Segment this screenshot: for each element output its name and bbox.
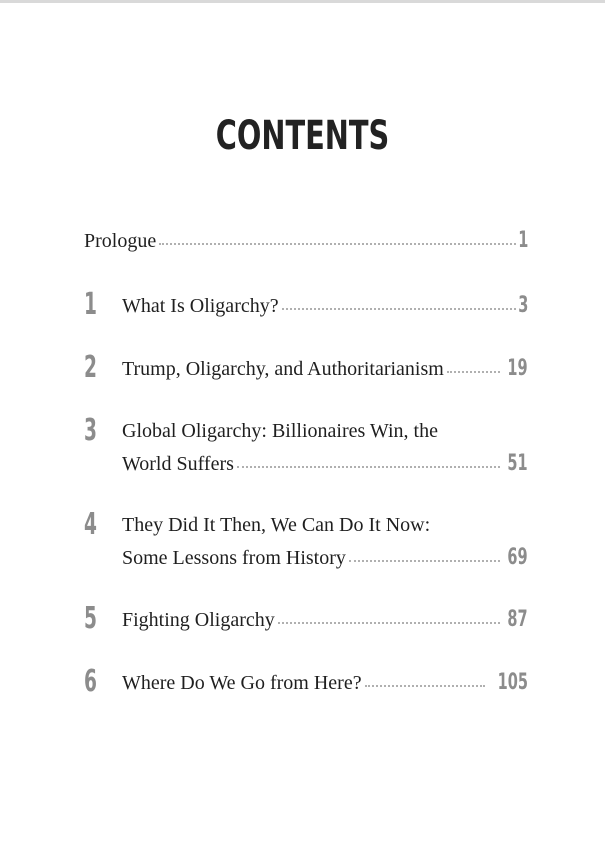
toc-entry-title: What Is Oligarchy? [122,295,279,317]
contents-heading: CONTENTS [215,113,390,159]
toc-entry-line [122,453,528,475]
toc-entry-title: Prologue [84,230,157,252]
chapter-number: 1 [84,287,97,322]
dot-leader [159,243,515,245]
chapter-number: 4 [84,507,97,542]
toc-entry-line [122,547,528,569]
toc-entry-line [122,609,528,631]
toc-entry-title-line-2: Some Lessons from History [122,547,346,569]
toc-entry-title: Fighting Oligarchy [122,609,275,631]
toc-page-number: 19 [507,356,528,381]
toc-entry-title-line-1: They Did It Then, We Can Do It Now: [122,514,431,536]
toc-page-number: 105 [497,670,528,695]
toc-entry-line [122,672,528,694]
dot-leader [447,371,501,373]
dot-leader [349,560,500,562]
toc-entry-title: Trump, Oligarchy, and Authoritarianism [122,358,444,380]
toc-entry-title-line-1: Global Oligarchy: Billionaires Win, the [122,420,438,442]
toc-entry-line [122,295,528,317]
dot-leader [365,685,485,687]
dot-leader [237,466,500,468]
toc-page-number: 87 [507,607,528,632]
chapter-number: 2 [84,350,97,385]
toc-entry-line [122,358,528,380]
toc-entry-title: Where Do We Go from Here? [122,672,362,694]
toc-page-number: 51 [507,451,528,476]
chapter-number: 6 [84,664,97,699]
dot-leader [278,622,501,624]
dot-leader [282,308,516,310]
chapter-number: 5 [84,601,97,636]
chapter-number: 3 [84,413,97,448]
toc-entry-title-line-2: World Suffers [122,453,234,475]
toc-entry-line [84,230,528,252]
toc-page-number: 3 [517,293,528,318]
toc-page-number: 69 [507,545,528,570]
toc-page-number: 1 [517,228,528,253]
